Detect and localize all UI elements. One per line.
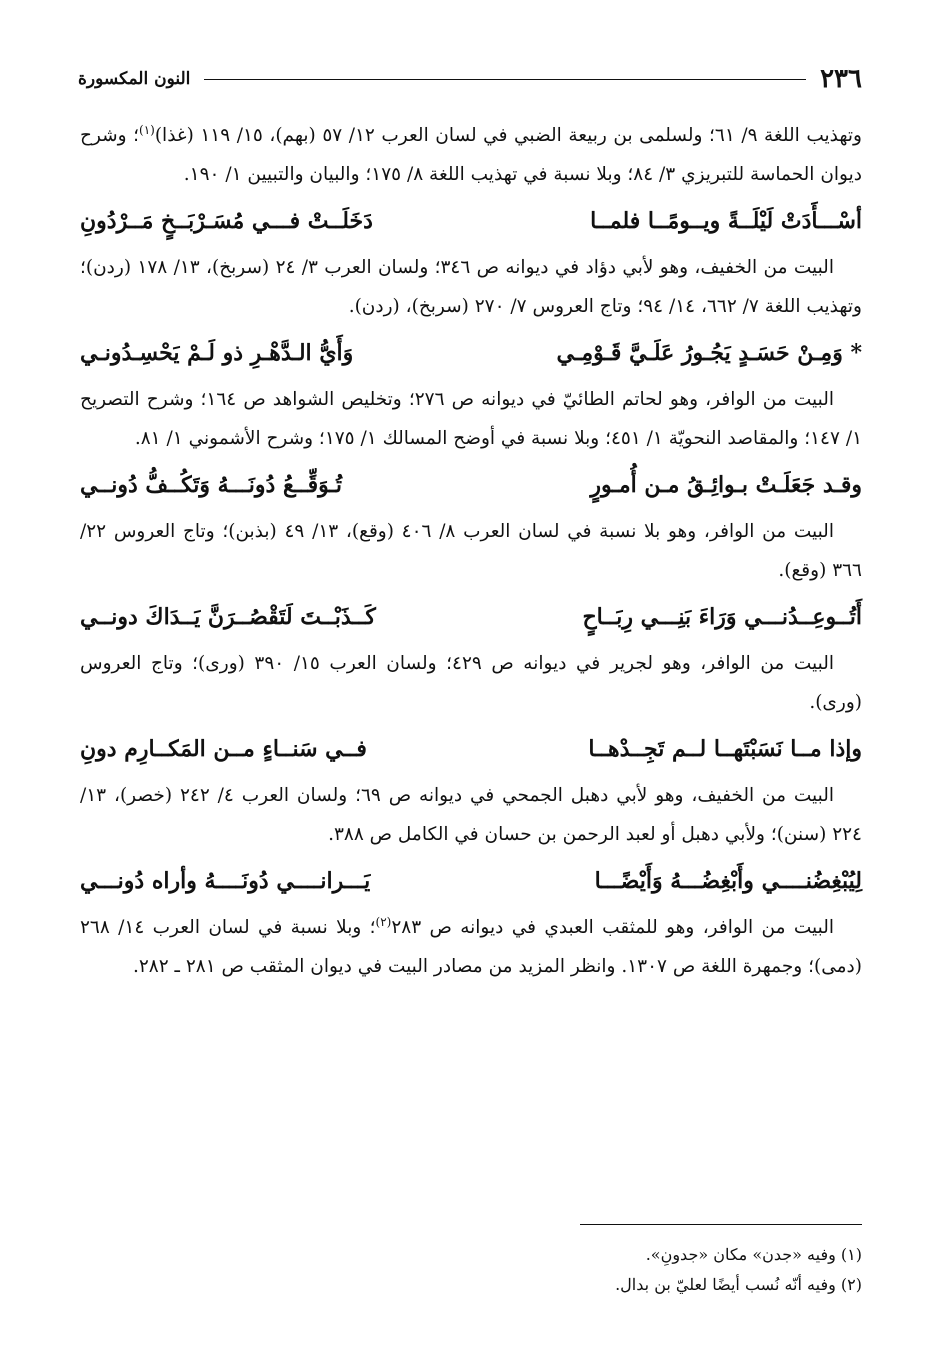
footnotes	[80, 1240, 862, 1300]
citation-paragraph: البيت من الخفيف، وهو لأبي دؤاد في ديوانه ص ٣٤٦؛ ولسان العرب ٣/ ٢٤ (سربخ)، ١٣/ ١٧٨ (ردن)؛ وتهذيب اللغة ٧/ ٦٦٢، ١٤/ ٩٤؛ وتاج العروس ٧/ ٢٧٠ (سربخ)، (ردن).	[80, 257, 862, 317]
verse-second-hemistich: فــي سَنــاءٍ مــن المَكــارِم دونِ	[80, 736, 367, 762]
citation-paragraph: البيت من الوافر، وهو بلا نسبة في لسان العرب ٨/ ٤٠٦ (وقع)، ١٣/ ٤٩ (بذبن)؛ وتاج العروس ٢٢/ ٣٦٦ (وقع).	[80, 521, 862, 581]
verse-line	[80, 860, 862, 902]
verse-second-hemistich: وَأَيُّ الـدَّهْـرِ ذو لَـمْ يَحْسِـدُونـي	[80, 340, 354, 366]
citation-paragraph: البيت من الخفيف، وهو لأبي دهبل الجمحي في ديوانه ص ٦٩؛ ولسان العرب ٤/ ٢٤٢ (خصر)، ١٣/ ٢٢٤ (سنن)؛ ولأبي دهبل أو لعبد الرحمن بن حسان في الكامل ص ٣٨٨.	[80, 785, 862, 845]
verse-line	[80, 728, 862, 770]
footnote-reference[interactable]: (١)	[139, 122, 155, 137]
verse-line	[80, 464, 862, 506]
header-rule	[204, 79, 806, 80]
chapter-title: النون المكسورة	[78, 69, 191, 89]
running-head	[78, 62, 862, 96]
verse-second-hemistich: كَــذَبْــتَ لَتَقْصُــرَنَّ يَــدَاكَ دونــي	[80, 604, 376, 630]
footnote: (٢) وفيه أنّه نُسب أيضًا لعليّ بن بدال.	[615, 1275, 862, 1294]
citation-paragraph: البيت من الوافر، وهو للمثقب العبدي في ديوانه ص ٢٨٣$^{(٢)}$؛ وبلا نسبة في لسان العرب ١٤/ ٢٦٨ (دمى)؛ وجمهرة اللغة ص ١٣٠٧. وانظر المزيد من مصادر البيت في ديوان المثقب ص ٢٨١ ـ ٢٨٢.	[80, 914, 862, 977]
verse-line	[80, 332, 862, 374]
verse-second-hemistich: تُـوَقِّــعُ دُونَـــهُ وَتَكُــفُّ دُونــي	[80, 472, 343, 498]
citation-paragraph: وتهذيب اللغة ٩/ ٦١؛ ولسلمى بن ربيعة الضبي في لسان العرب ١٢/ ٥٧ (بهم)، ١٥/ ١١٩ (غذا)$^{(١)}$؛ وشرح ديوان الحماسة للتبريزي ٣/ ٨٤؛ وبلا نسبة في تهذيب اللغة ٨/ ١٧٥؛ والبيان والتبيين ١/ ١٩٠.	[80, 122, 862, 185]
footnote: (١) وفيه «جدن» مكان «جدونِ».	[645, 1245, 862, 1264]
verse-line	[80, 200, 862, 242]
page-body	[80, 116, 862, 986]
verse-second-hemistich: يَـــرانــــي دُونَــــهُ وأراه دُونـــي	[80, 868, 371, 894]
footnote-reference[interactable]: (٢)	[375, 914, 392, 929]
verse-first-hemistich: وقـد جَعَلَـتْ بـوائِـقُ مـن أُمـورٍ	[590, 472, 862, 498]
page-number: ٢٣٦	[820, 64, 862, 94]
verse-first-hemistich: أسْـــأَدَتْ لَيْلَــةً ويــومًــا فلمــا	[590, 208, 862, 234]
verse-line	[80, 596, 862, 638]
citation-paragraph: البيت من الوافر، وهو لحاتم الطائيّ في ديوانه ص ٢٧٦؛ وتخليص الشواهد ص ١٦٤؛ وشرح التصريح ١/ ١٤٧؛ والمقاصد النحويّة ١/ ٤٥١؛ وبلا نسبة في أوضح المسالك ١/ ١٧٥؛ وشرح الأشموني ١/ ٨١.	[80, 389, 862, 449]
verse-second-hemistich: دَخَلَــتْ فـــي مُسَـرْبَــخٍ مَــرْدُونِ	[80, 208, 373, 234]
citation-paragraph: البيت من الوافر، وهو لجرير في ديوانه ص ٤٢٩؛ ولسان العرب ١٥/ ٣٩٠ (ورى)؛ وتاج العروس (ورى).	[80, 653, 862, 713]
verse-first-hemistich: لِيُبْغِضُنــــي وأَبْغِضُـــهُ وَأَيْضًـــا	[594, 868, 862, 894]
footnote-separator	[580, 1224, 862, 1225]
verse-first-hemistich: وإذا مــا نَسَبْتَهــا لــم تَجِــدْهــا	[588, 736, 862, 762]
verse-first-hemistich: أَتُــوعِــدُنـــي وَرَاءَ بَنِـــي رِبَــاحٍ	[582, 604, 862, 630]
verse-first-hemistich: * وَمِـنْ حَسَـدٍ يَجُـورُ عَلَـيَّ قَـوْمِـي	[556, 340, 862, 366]
